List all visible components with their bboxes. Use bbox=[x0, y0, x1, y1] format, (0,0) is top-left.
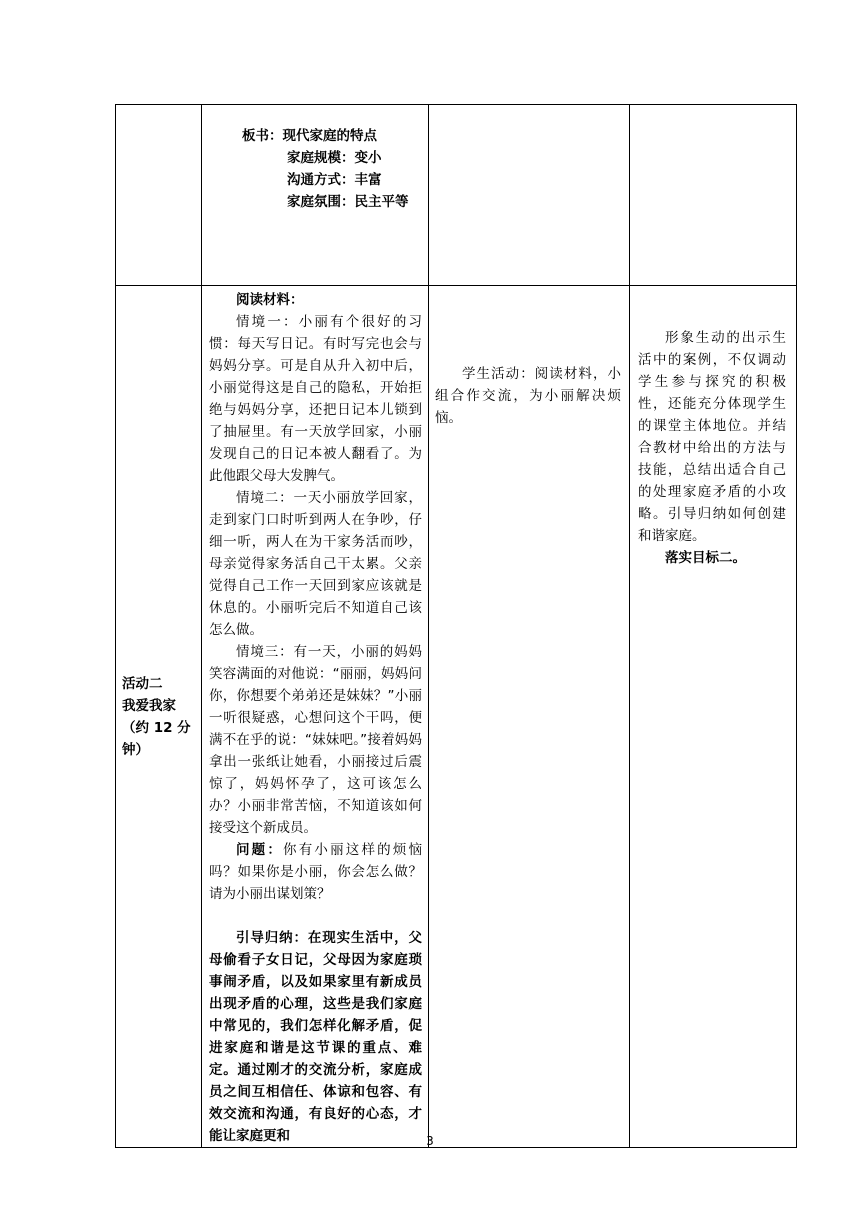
table-row bbox=[116, 286, 797, 1148]
student-activity-cell bbox=[429, 286, 630, 1148]
board-line: 家庭氛围：民主平等 bbox=[287, 194, 409, 210]
scenario-2: 情境二：一天小丽放学回家，走到家门口时听到两人在争吵，仔细一听，两人在为干家务活而吵，母亲觉得家务活自己干太累。父亲觉得自己工作一天回到家应该就是休息的。小丽听完后不知道自己该怎么做。 bbox=[209, 490, 422, 638]
board-line: 沟通方式：丰富 bbox=[287, 172, 382, 188]
design-goal: 落实目标二。 bbox=[665, 550, 746, 566]
activity-title: 我爱我家 bbox=[122, 697, 176, 714]
activity-label-cell bbox=[116, 286, 202, 1148]
question-text: 你有小丽这样的烦恼吗？如果你是小丽，你会怎么做？请为小丽出谋划策？ bbox=[209, 842, 423, 902]
empty-cell bbox=[116, 105, 202, 286]
student-activity bbox=[429, 286, 629, 429]
board-writing bbox=[202, 105, 428, 213]
question bbox=[209, 839, 422, 905]
board-cell bbox=[202, 105, 429, 286]
activity-duration: （约 12 分钟） bbox=[122, 719, 191, 758]
board-line: 家庭规模：变小 bbox=[287, 150, 382, 166]
reading-title: 阅读材料： bbox=[236, 292, 304, 308]
content-cell bbox=[202, 286, 429, 1148]
page-number: 3 bbox=[426, 1134, 434, 1148]
lesson-plan-table bbox=[115, 104, 797, 1148]
student-activity-text: 学生活动：阅读材料，小组合作交流，为小丽解决烦恼。 bbox=[435, 366, 621, 426]
scenario-1: 情境一：小丽有个很好的习惯：每天写日记。有时写完也会与妈妈分享。可是自从升入初中后，小丽觉得这是自己的隐私，开始拒绝与妈妈分享，还把日记本儿锁到了抽屉里。有一天放学回家，小丽发现自己的日记本被人翻看了。为此他跟父母大发脾气。 bbox=[209, 314, 422, 484]
design-intent-cell bbox=[630, 286, 797, 1148]
design-intent-text: 形象生动的出示生活中的案例，不仅调动学生参与探究的积极性，还能充分体现学生的课堂主体地位。并结合教材中给出的方法与技能，总结出适合自己的处理家庭矛盾的小攻略。引导归纳如何创建和谐家庭。 bbox=[638, 330, 786, 544]
scenario-3: 情境三：有一天，小丽的妈妈笑容满面的对他说：“丽丽，妈妈问你，你想要个弟弟还是妹妹？”小丽一听很疑惑，心想问这个干吗，便满不在乎的说：“妹妹吧。”接着妈妈拿出一张纸让她看，小丽接过后震惊了，妈妈怀孕了，这可该怎么办？小丽非常苦恼，不知道该如何接受这个新成员。 bbox=[209, 644, 422, 836]
activity-label: 活动二 bbox=[122, 675, 163, 692]
board-title: 板书：现代家庭的特点 bbox=[242, 128, 377, 144]
table-row bbox=[116, 105, 797, 286]
empty-cell bbox=[630, 105, 797, 286]
spacer bbox=[209, 905, 422, 927]
teaching-content bbox=[202, 286, 428, 1147]
question-label: 问题： bbox=[236, 842, 284, 858]
summary: 引导归纳：在现实生活中，父母偷看子女日记，父母因为家庭琐事闹矛盾，以及如果家里有新成员出现矛盾的心理，这些是我们家庭中常见的，我们怎样化解矛盾，促进家庭和谐是这节课的重点、难定。通过刚才的交流分析，家庭成员之间互相信任、体谅和包容、有效交流和沟通，有良好的心态，才能让家庭更和 bbox=[209, 930, 422, 1144]
design-intent bbox=[630, 286, 796, 569]
empty-cell bbox=[429, 105, 630, 286]
